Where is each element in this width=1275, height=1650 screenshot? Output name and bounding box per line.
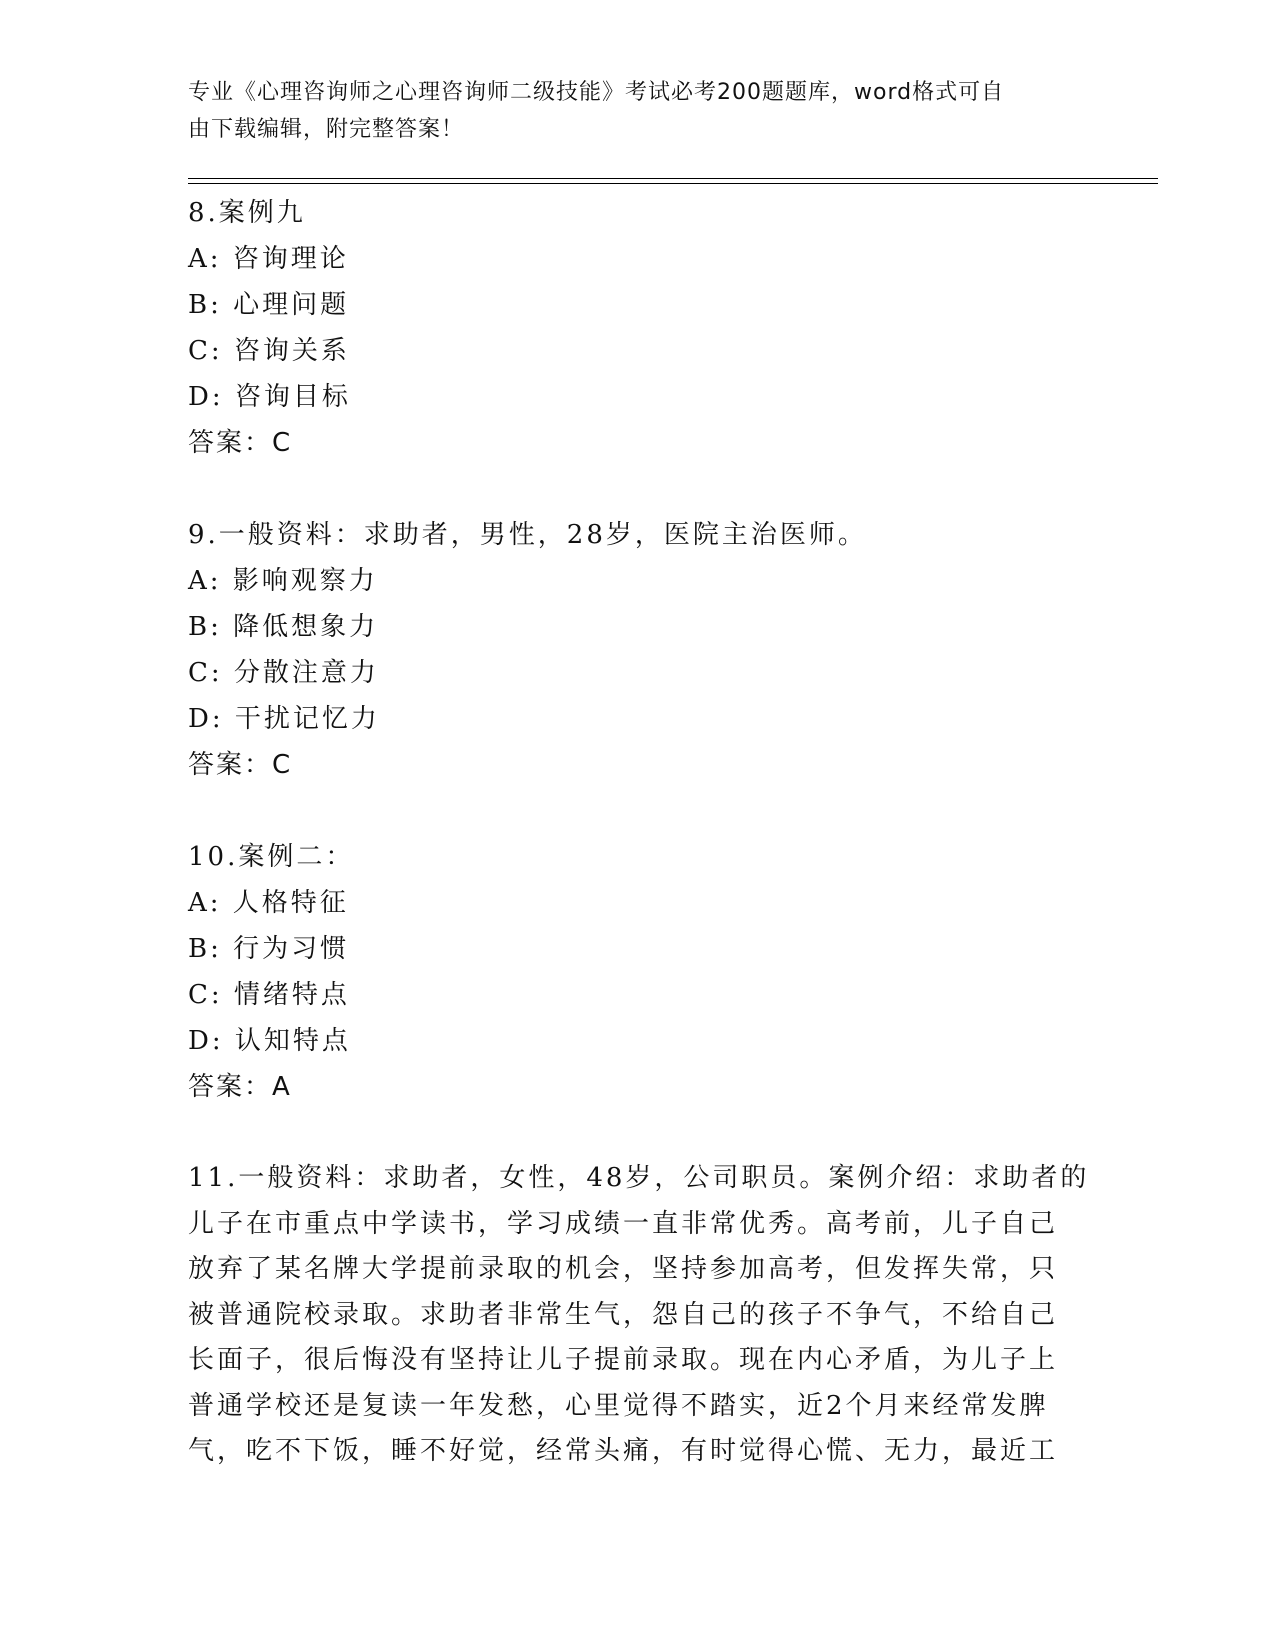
option-a: A: 人格特征	[188, 888, 349, 918]
option-a: A: 影响观察力	[188, 566, 378, 596]
header-divider-top	[188, 178, 1158, 179]
option-c: C: 情绪特点	[188, 980, 350, 1010]
question-stem: 8.案例九	[188, 198, 306, 228]
answer-label: 答案：C	[188, 750, 293, 780]
option-c: C: 分散注意力	[188, 658, 379, 688]
header-line-1: 专业《心理咨询师之心理咨询师二级技能》考试必考200题题库，word格式可自	[188, 80, 1005, 105]
paragraph-line: 气，吃不下饭，睡不好觉，经常头痛，有时觉得心慌、无力，最近工	[188, 1436, 1059, 1466]
paragraph-line: 放弃了某名牌大学提前录取的机会，坚持参加高考，但发挥失常，只	[188, 1254, 1059, 1284]
document-body	[188, 190, 1108, 1475]
option-b: B: 心理问题	[188, 290, 350, 320]
option-a: A: 咨询理论	[188, 244, 349, 274]
question-block	[188, 190, 1108, 466]
option-d: D: 认知特点	[188, 1026, 351, 1056]
question-block	[188, 834, 1108, 1110]
document-header	[188, 74, 1068, 148]
option-b: B: 行为习惯	[188, 934, 350, 964]
option-d: D: 咨询目标	[188, 382, 351, 412]
paragraph-line: 11.一般资料：求助者，女性，48岁，公司职员。案例介绍：求助者的	[188, 1163, 1090, 1193]
question-stem: 10.案例二：	[188, 842, 355, 872]
option-d: D: 干扰记忆力	[188, 704, 380, 734]
paragraph-line: 儿子在市重点中学读书，学习成绩一直非常优秀。高考前，儿子自己	[188, 1208, 1059, 1239]
paragraph-line: 长面子，很后悔没有坚持让儿子提前录取。现在内心矛盾，为儿子上	[188, 1345, 1059, 1375]
answer-label: 答案：C	[188, 428, 293, 458]
spacer	[188, 788, 1108, 834]
paragraph-line: 普通学校还是复读一年发愁，心里觉得不踏实，近2个月来经常发脾	[188, 1390, 1049, 1421]
question-11-paragraph	[188, 1156, 1108, 1475]
question-block	[188, 512, 1108, 788]
option-b: B: 降低想象力	[188, 612, 379, 642]
option-c: C: 咨询关系	[188, 336, 350, 366]
question-stem: 9.一般资料：求助者，男性，28岁，医院主治医师。	[188, 520, 867, 550]
header-divider-bottom	[188, 183, 1158, 184]
answer-label: 答案：A	[188, 1072, 292, 1102]
spacer	[188, 1110, 1108, 1156]
header-line-2: 由下载编辑，附完整答案！	[188, 117, 465, 142]
spacer	[188, 466, 1108, 512]
paragraph-line: 被普通院校录取。求助者非常生气，怨自己的孩子不争气，不给自己	[188, 1299, 1059, 1330]
